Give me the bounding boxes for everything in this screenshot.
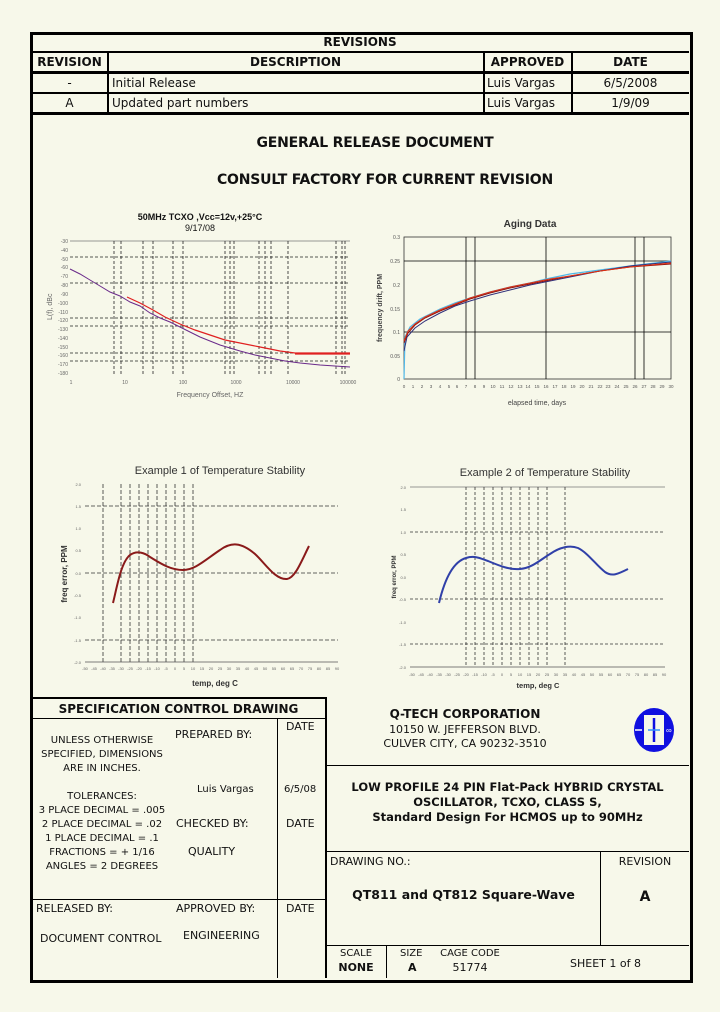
svg-text:-150: -150: [57, 345, 68, 351]
svg-text:35: 35: [562, 672, 568, 677]
tolerance-line: FRACTIONS = + 1/16: [49, 847, 155, 858]
svg-text:-180: -180: [57, 371, 68, 377]
svg-text:65: 65: [289, 666, 295, 671]
svg-text:90: 90: [334, 666, 340, 671]
svg-text:freq error, PPM: freq error, PPM: [60, 545, 69, 603]
chart-title: Aging Data: [503, 219, 557, 230]
svg-text:60: 60: [280, 666, 286, 671]
svg-text:-15: -15: [145, 666, 151, 671]
chart-title: Example 1 of Temperature Stability: [134, 465, 306, 477]
svg-text:5: 5: [509, 672, 513, 677]
svg-text:23: 23: [605, 384, 611, 389]
svg-text:1: 1: [411, 384, 415, 389]
svg-text:0.0: 0.0: [400, 575, 406, 580]
svg-text:20: 20: [208, 666, 214, 671]
revisions-title: REVISIONS: [323, 35, 397, 49]
col-approved: APPROVED: [490, 55, 565, 69]
scale-value: NONE: [338, 961, 374, 974]
row-date: 6/5/2008: [603, 75, 658, 90]
cage-code-label: CAGE CODE: [440, 948, 500, 959]
svg-text:-5: -5: [164, 666, 168, 671]
svg-text:-1.5: -1.5: [74, 638, 81, 643]
company-name: Q-TECH CORPORATION: [389, 707, 541, 721]
checked-date-label: DATE: [286, 817, 315, 830]
svg-text:50: 50: [589, 672, 595, 677]
cage-code-value: 51774: [452, 961, 488, 974]
svg-text:55: 55: [598, 672, 604, 677]
svg-text:-15: -15: [472, 672, 478, 677]
col-description: DESCRIPTION: [249, 55, 341, 69]
spec-control-title: SPECIFICATION CONTROL DRAWING: [58, 702, 299, 716]
svg-text:100: 100: [178, 380, 188, 386]
svg-text:15: 15: [534, 384, 540, 389]
svg-text:-25: -25: [454, 672, 460, 677]
svg-text:25: 25: [544, 672, 550, 677]
svg-text:90: 90: [661, 672, 667, 677]
revision-value: A: [639, 889, 651, 905]
svg-text:10: 10: [190, 666, 196, 671]
svg-text:0: 0: [402, 384, 406, 389]
description-line: Standard Design For HCMOS up to 90MHz: [372, 810, 643, 824]
svg-text:29: 29: [659, 384, 665, 389]
svg-text:2.0: 2.0: [400, 485, 406, 490]
svg-text:30: 30: [553, 672, 559, 677]
released-by-label: RELEASED BY:: [36, 902, 114, 915]
svg-text:2.0: 2.0: [75, 482, 81, 487]
released-by-value: DOCUMENT CONTROL: [40, 932, 162, 945]
svg-text:45: 45: [253, 666, 259, 671]
svg-text:1.5: 1.5: [75, 504, 81, 509]
col-revision: REVISION: [37, 55, 102, 69]
svg-text:-90: -90: [60, 292, 68, 298]
drawing-no-value: QT811 and QT812 Square-Wave: [352, 887, 575, 902]
checked-by-value: QUALITY: [188, 845, 236, 858]
svg-text:-60: -60: [60, 265, 68, 271]
svg-text:0.1: 0.1: [393, 330, 400, 336]
row-revision: A: [65, 95, 74, 110]
svg-text:0.0: 0.0: [75, 571, 81, 576]
svg-text:-40: -40: [427, 672, 433, 677]
svg-text:L(f), dBc: L(f), dBc: [47, 293, 54, 320]
svg-text:75: 75: [634, 672, 640, 677]
company-info: [340, 707, 590, 750]
svg-text:Frequency Offset, HZ: Frequency Offset, HZ: [176, 392, 244, 399]
description-line: OSCILLATOR, TCXO, CLASS S,: [413, 795, 602, 809]
phase-noise-chart: [40, 210, 370, 405]
company-address-2: CULVER CITY, CA 90232-3510: [383, 737, 547, 750]
svg-text:0.3: 0.3: [393, 235, 400, 241]
svg-text:0.05: 0.05: [390, 354, 400, 360]
svg-text:-2.0: -2.0: [74, 660, 81, 665]
note-line: ARE IN INCHES.: [63, 763, 141, 774]
svg-text:-25: -25: [127, 666, 133, 671]
chart-subtitle: 9/17/08: [184, 223, 216, 233]
svg-text:0.15: 0.15: [390, 307, 400, 313]
svg-text:freq error, PPM: freq error, PPM: [392, 555, 398, 599]
svg-text:85: 85: [325, 666, 331, 671]
svg-text:4: 4: [438, 384, 442, 389]
svg-text:-170: -170: [57, 362, 68, 368]
svg-text:-35: -35: [109, 666, 115, 671]
note-line: SPECIFIED, DIMENSIONS: [41, 749, 163, 760]
svg-text:1.0: 1.0: [400, 530, 406, 535]
svg-text:6: 6: [455, 384, 459, 389]
svg-text:3: 3: [429, 384, 433, 389]
svg-text:20: 20: [579, 384, 585, 389]
chart-title: 50MHz TCXO ,Vcc=12v,+25°C: [137, 212, 263, 222]
svg-text:temp, deg C: temp, deg C: [516, 681, 560, 690]
row-approved: Luis Vargas: [487, 95, 556, 110]
svg-text:-5: -5: [491, 672, 495, 677]
svg-text:-35: -35: [436, 672, 442, 677]
svg-text:40: 40: [571, 672, 577, 677]
aging-plot: [370, 215, 685, 410]
row-date: 1/9/09: [611, 95, 650, 110]
prepared-by-label: PREPARED BY:: [175, 728, 253, 741]
svg-text:70: 70: [298, 666, 304, 671]
sheet-number: SHEET 1 of 8: [570, 957, 641, 970]
svg-text:50: 50: [262, 666, 268, 671]
svg-text:20: 20: [535, 672, 541, 677]
svg-text:∞: ∞: [666, 726, 672, 735]
svg-text:7: 7: [464, 384, 468, 389]
svg-text:elapsed time, days: elapsed time, days: [507, 400, 567, 407]
svg-text:0: 0: [397, 377, 400, 383]
tolerance-line: 3 PLACE DECIMAL = .005: [38, 805, 166, 816]
prepared-date-value: 6/5/08: [284, 784, 317, 795]
svg-text:28: 28: [650, 384, 656, 389]
svg-text:60: 60: [607, 672, 613, 677]
col-date: DATE: [613, 55, 648, 69]
svg-text:1.0: 1.0: [75, 526, 81, 531]
svg-text:10: 10: [517, 672, 523, 677]
svg-text:-2.0: -2.0: [399, 665, 406, 670]
scale-label: SCALE: [339, 948, 373, 959]
svg-text:0.5: 0.5: [75, 548, 81, 553]
svg-text:15: 15: [526, 672, 532, 677]
svg-text:19: 19: [570, 384, 576, 389]
svg-text:45: 45: [580, 672, 586, 677]
svg-text:-30: -30: [60, 239, 68, 245]
company-address-1: 10150 W. JEFFERSON BLVD.: [389, 723, 541, 736]
svg-text:-1.5: -1.5: [399, 642, 406, 647]
svg-text:22: 22: [597, 384, 603, 389]
description-line: LOW PROFILE 24 PIN Flat-Pack HYBRID CRYSTAL: [351, 780, 664, 794]
svg-text:-1.0: -1.0: [399, 620, 406, 625]
svg-text:1000: 1000: [230, 380, 242, 386]
svg-text:0: 0: [500, 672, 504, 677]
svg-text:8: 8: [473, 384, 477, 389]
svg-text:-50: -50: [82, 666, 88, 671]
svg-text:-1.0: -1.0: [74, 615, 81, 620]
svg-text:25: 25: [217, 666, 223, 671]
general-release-heading: GENERAL RELEASE DOCUMENT: [256, 135, 494, 151]
temp-stability-plot-2: [360, 462, 680, 692]
svg-text:85: 85: [652, 672, 658, 677]
svg-text:5: 5: [182, 666, 186, 671]
approved-by-value: ENGINEERING: [183, 929, 260, 942]
svg-text:9: 9: [482, 384, 486, 389]
row-description: Initial Release: [112, 75, 196, 90]
svg-text:-110: -110: [58, 310, 68, 316]
size-label: SIZE: [400, 948, 423, 959]
svg-text:-70: -70: [60, 274, 68, 280]
svg-text:16: 16: [543, 384, 549, 389]
chart-title: Example 2 of Temperature Stability: [459, 467, 631, 479]
svg-text:-160: -160: [57, 353, 68, 359]
temp-stability-chart-1: [45, 462, 355, 692]
size-value: A: [408, 961, 417, 974]
svg-text:temp, deg C: temp, deg C: [192, 679, 238, 688]
svg-text:10000: 10000: [286, 380, 300, 386]
svg-text:10: 10: [122, 380, 128, 386]
svg-text:27: 27: [641, 384, 647, 389]
svg-text:13: 13: [517, 384, 523, 389]
svg-text:24: 24: [614, 384, 620, 389]
svg-text:frequency drift, PPM: frequency drift, PPM: [377, 273, 384, 343]
svg-text:65: 65: [616, 672, 622, 677]
consult-factory-heading: CONSULT FACTORY FOR CURRENT REVISION: [216, 172, 554, 188]
svg-text:70: 70: [625, 672, 631, 677]
revision-label: REVISION: [618, 855, 672, 868]
svg-text:-0.5: -0.5: [74, 593, 81, 598]
svg-text:-30: -30: [445, 672, 451, 677]
tolerance-line: 2 PLACE DECIMAL = .02: [41, 819, 163, 830]
svg-text:-20: -20: [136, 666, 142, 671]
checked-by-label: CHECKED BY:: [176, 817, 249, 830]
temp-stability-plot-1: [45, 462, 355, 692]
tolerances: [32, 790, 172, 874]
drawing-no-label: DRAWING NO.:: [330, 855, 411, 868]
svg-text:40: 40: [244, 666, 250, 671]
svg-text:14: 14: [525, 384, 531, 389]
svg-text:75: 75: [307, 666, 313, 671]
prepared-date-label: DATE: [286, 720, 315, 733]
svg-text:25: 25: [623, 384, 629, 389]
svg-text:-45: -45: [91, 666, 97, 671]
svg-text:1: 1: [69, 380, 73, 386]
svg-text:21: 21: [588, 384, 594, 389]
svg-text:30: 30: [668, 384, 674, 389]
svg-text:10: 10: [490, 384, 496, 389]
svg-text:18: 18: [561, 384, 567, 389]
svg-text:-80: -80: [60, 283, 68, 289]
tolerance-line: 1 PLACE DECIMAL = .1: [45, 833, 159, 844]
svg-text:80: 80: [316, 666, 322, 671]
svg-text:80: 80: [643, 672, 649, 677]
svg-text:-10: -10: [481, 672, 487, 677]
phase-noise-plot: [40, 210, 370, 405]
svg-text:-50: -50: [409, 672, 415, 677]
svg-text:-30: -30: [118, 666, 124, 671]
row-description: Updated part numbers: [112, 95, 249, 110]
svg-text:-40: -40: [60, 248, 68, 254]
svg-text:11: 11: [499, 384, 505, 389]
tolerances-title: TOLERANCES:: [67, 791, 137, 802]
approved-date-label: DATE: [286, 902, 315, 915]
svg-text:-130: -130: [57, 327, 68, 333]
svg-text:55: 55: [271, 666, 277, 671]
svg-text:-0.5: -0.5: [399, 597, 406, 602]
aging-chart: [370, 215, 685, 410]
svg-text:0.5: 0.5: [400, 552, 406, 557]
note-line: UNLESS OTHERWISE: [50, 735, 154, 746]
svg-text:-120: -120: [57, 318, 68, 324]
svg-text:0: 0: [173, 666, 177, 671]
svg-text:15: 15: [199, 666, 205, 671]
svg-text:-10: -10: [154, 666, 160, 671]
product-description: [330, 780, 685, 825]
svg-text:-20: -20: [463, 672, 469, 677]
svg-text:35: 35: [235, 666, 241, 671]
svg-text:26: 26: [632, 384, 638, 389]
svg-text:30: 30: [226, 666, 232, 671]
approved-by-label: APPROVED BY:: [176, 902, 256, 915]
qtech-logo-icon: [632, 706, 676, 754]
svg-text:-45: -45: [418, 672, 424, 677]
row-revision: -: [67, 75, 72, 90]
svg-text:1.5: 1.5: [400, 507, 406, 512]
svg-text:0.25: 0.25: [390, 259, 400, 265]
prepared-by-value: Luis Vargas: [197, 784, 254, 795]
svg-text:0.2: 0.2: [393, 283, 400, 289]
tolerance-line: ANGLES = 2 DEGREES: [45, 861, 159, 872]
svg-text:-140: -140: [57, 336, 68, 342]
svg-text:100000: 100000: [339, 380, 357, 386]
svg-text:2: 2: [420, 384, 424, 389]
svg-text:-50: -50: [60, 257, 68, 263]
svg-text:12: 12: [508, 384, 514, 389]
row-approved: Luis Vargas: [487, 75, 556, 90]
svg-text:17: 17: [552, 384, 558, 389]
temp-stability-chart-2: [360, 462, 680, 692]
svg-text:-40: -40: [100, 666, 106, 671]
svg-text:5: 5: [447, 384, 451, 389]
svg-text:-100: -100: [57, 301, 68, 307]
dimensions-note: [32, 734, 172, 776]
